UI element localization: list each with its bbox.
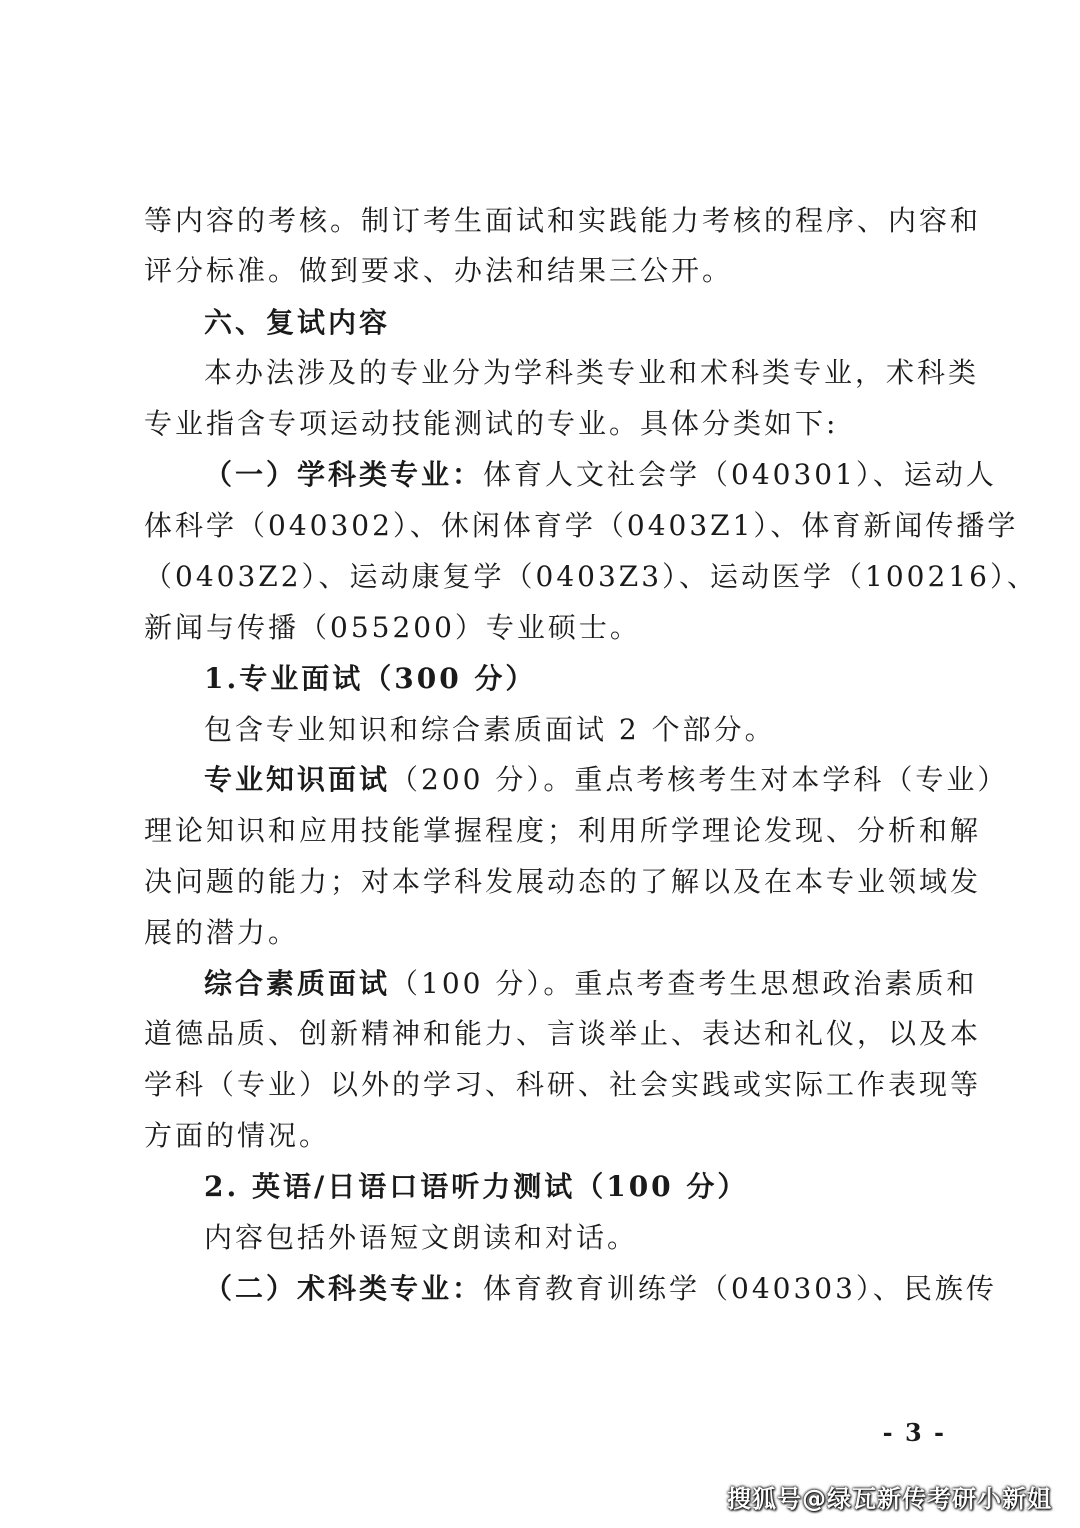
- paragraph-line: 方面的情况。: [144, 1119, 331, 1152]
- paragraph-line: 内容包括外语短文朗读和对话。: [204, 1221, 639, 1254]
- paragraph-line: 道德品质、创新精神和能力、言谈举止、表达和礼仪，以及本: [144, 1017, 982, 1050]
- paragraph-line: （0403Z2）、运动康复学（0403Z3）、运动医学（100216）、: [144, 560, 1038, 593]
- paragraph-line: 决问题的能力；对本学科发展动态的了解以及在本专业领域发: [144, 865, 982, 898]
- paragraph-line: 展的潜力。: [144, 916, 300, 949]
- paragraph-line: 学科（专业）以外的学习、科研、社会实践或实际工作表现等: [144, 1068, 982, 1101]
- subsection-heading: 1.专业面试（300 分）: [204, 662, 537, 695]
- paragraph-line: [204, 457, 997, 493]
- paragraph-line: 包含专业知识和综合素质面试 2 个部分。: [204, 713, 776, 746]
- watermark: 搜狐号@绿瓦新传考研小新姐: [727, 1485, 1052, 1513]
- section-heading: 六、复试内容: [204, 306, 391, 339]
- paragraph-line: 专业指含专项运动技能测试的专业。具体分类如下:: [144, 407, 839, 440]
- category-text: 体育教育训练学（040303）、民族传: [483, 1272, 997, 1305]
- paragraph-line: 新闻与传播（055200）专业硕士。: [144, 611, 641, 644]
- item-heading: 专业知识面试: [204, 763, 391, 796]
- category-heading: （二）术科类专业：: [204, 1272, 484, 1305]
- paragraph-line: 理论知识和应用技能掌握程度；利用所学理论发现、分析和解: [144, 814, 982, 847]
- paragraph-line: 等内容的考核。制订考生面试和实践能力考核的程序、内容和: [144, 204, 982, 237]
- category-heading: （一）学科类专业：: [204, 458, 484, 491]
- paragraph-line: [204, 1271, 997, 1307]
- paragraph-line: 评分标准。做到要求、办法和结果三公开。: [144, 254, 734, 287]
- paragraph-line: [204, 762, 1009, 798]
- page-number: - 3 -: [882, 1418, 946, 1447]
- paragraph-line: 体科学（040302）、休闲体育学（0403Z1）、体育新闻传播学: [144, 509, 1019, 542]
- item-text: （200 分）。重点考核考生对本学科（专业）: [390, 763, 1009, 796]
- item-text: （100 分）。重点考查考生思想政治素质和: [390, 967, 978, 1000]
- subsection-heading: 2. 英语/日语口语听力测试（100 分）: [204, 1170, 749, 1203]
- item-heading: 综合素质面试: [204, 967, 391, 1000]
- paragraph-line: [204, 966, 978, 1002]
- paragraph-line: 本办法涉及的专业分为学科类专业和术科类专业，术科类: [204, 356, 980, 389]
- category-text: 体育人文社会学（040301）、运动人: [483, 458, 997, 491]
